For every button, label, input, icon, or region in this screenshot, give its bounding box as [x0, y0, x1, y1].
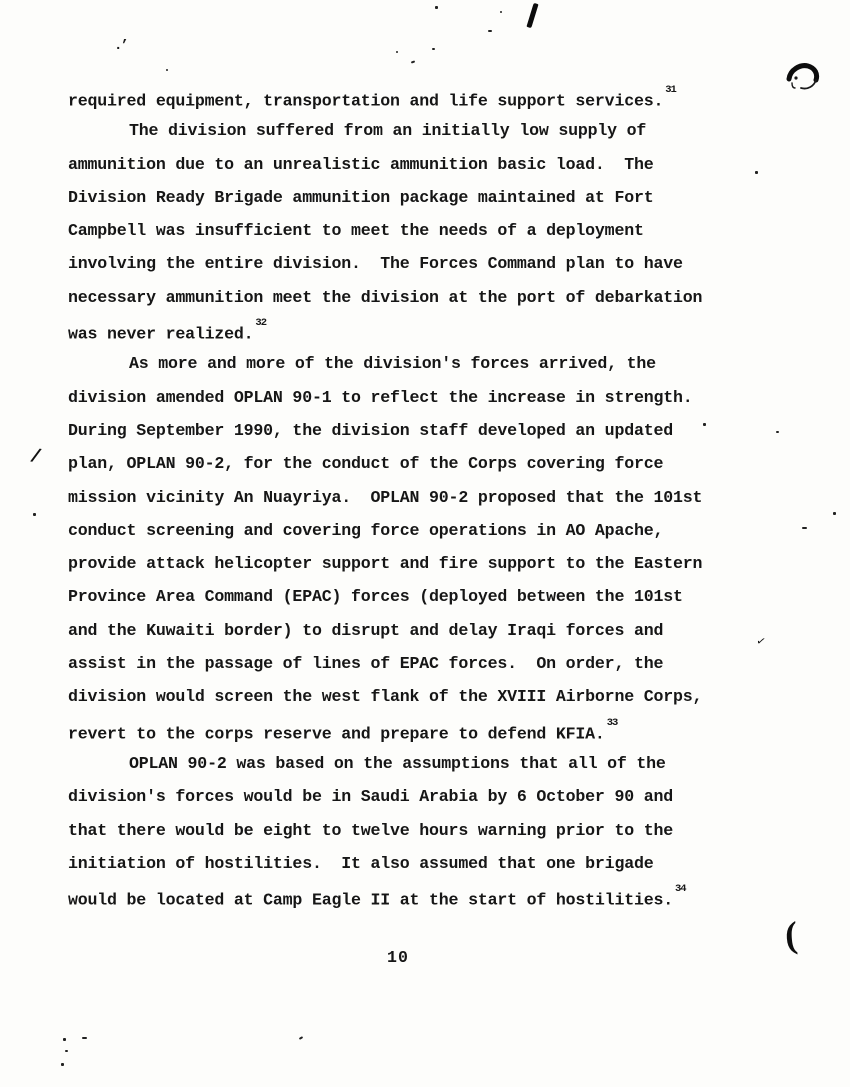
text-line-content: initiation of hostilities. It also assumed that one brigade: [68, 853, 654, 873]
text-line: [68, 880, 768, 913]
text-lines: [68, 81, 768, 913]
text-line-content: The division suffered from an initially low supply of: [129, 121, 647, 141]
text-line: [68, 347, 768, 380]
footnote-ref: 33: [606, 716, 618, 729]
ink-speck: [82, 1037, 87, 1039]
text-line: [68, 247, 768, 280]
left-slash-mark: /: [28, 445, 43, 469]
text-line: [68, 114, 768, 147]
text-line-content: that there would be eight to twelve hours warning prior to the: [68, 820, 673, 840]
ink-speck: [755, 171, 758, 174]
text-line-content: division amended OPLAN 90-1 to reflect the increase in strength.: [68, 387, 693, 407]
ink-speck: [299, 1036, 303, 1040]
ink-speck: [488, 30, 492, 32]
text-line: [68, 81, 768, 114]
ink-speck: [396, 51, 398, 53]
text-line: [68, 148, 768, 181]
text-line: [68, 714, 768, 747]
text-line-content: required equipment, transportation and life support services.: [68, 91, 664, 111]
text-line: [68, 580, 768, 613]
text-line-content: Province Area Command (EPAC) forces (deployed between the 101st: [68, 587, 683, 607]
text-line: [68, 447, 768, 480]
text-line-content: revert to the corps reserve and prepare to defend KFIA.: [68, 724, 605, 744]
ink-speck: [33, 513, 36, 516]
text-line-content: conduct screening and covering force operations in AO Apache,: [68, 520, 664, 540]
ink-speck: [435, 6, 438, 9]
ink-speck: [61, 1063, 64, 1066]
text-line: [68, 181, 768, 214]
page-number: 10: [387, 948, 409, 967]
ink-speck: [63, 1038, 66, 1041]
text-line: [68, 481, 768, 514]
text-line: [68, 281, 768, 314]
text-line: [68, 780, 768, 813]
text-line: [68, 214, 768, 247]
text-line-content: Campbell was insufficient to meet the needs of a deployment: [68, 221, 644, 241]
text-line: [68, 514, 768, 547]
text-line-content: involving the entire division. The Forces Command plan to have: [68, 254, 683, 274]
text-line-content: plan, OPLAN 90-2, for the conduct of the Corps covering force: [68, 454, 664, 474]
ink-speck: [432, 48, 435, 50]
ink-speck: [65, 1050, 68, 1052]
text-line-content: would be located at Camp Eagle II at the start of hostilities.: [68, 890, 673, 910]
text-line-content: ammunition due to an unrealistic ammunition basic load. The: [68, 154, 654, 174]
ink-speck: [833, 512, 836, 515]
text-line-content: provide attack helicopter support and fire support to the Eastern: [68, 554, 703, 574]
text-line-content: Division Ready Brigade ammunition package maintained at Fort: [68, 187, 654, 207]
text-line: [68, 381, 768, 414]
text-line-content: necessary ammunition meet the division at the port of debarkation: [68, 287, 703, 307]
text-line-content: As more and more of the division's forces arrived, the: [129, 354, 656, 374]
text-line-content: division's forces would be in Saudi Arabia by 6 October 90 and: [68, 787, 673, 807]
text-line-content: was never realized.: [68, 324, 254, 344]
text-line: [68, 647, 768, 680]
ink-speck: [500, 11, 502, 13]
text-line: [68, 547, 768, 580]
paren-mark: (: [783, 914, 799, 957]
text-line-content: During September 1990, the division staff developed an updated: [68, 420, 673, 440]
text-line-content: assist in the passage of lines of EPAC forces. On order, the: [68, 654, 664, 674]
text-line: [68, 314, 768, 347]
ink-speck: [802, 527, 807, 529]
text-line: [68, 814, 768, 847]
text-line-content: division would screen the west flank of the XVIII Airborne Corps,: [68, 687, 703, 707]
ink-speck: [166, 69, 168, 71]
text-line-content: OPLAN 90-2 was based on the assumptions that all of the: [129, 753, 666, 773]
text-line-content: mission vicinity An Nuayriya. OPLAN 90-2 proposed that the 101st: [68, 487, 703, 507]
text-line: [68, 747, 768, 780]
text-line: [68, 414, 768, 447]
footnote-ref: 31: [665, 84, 676, 96]
footnote-ref: 34: [675, 883, 686, 896]
text-line: [68, 614, 768, 650]
scribble-icon: [784, 62, 822, 105]
footnote-ref: 32: [255, 317, 267, 330]
pen-slash-mark: [526, 3, 538, 28]
dot-question-mark: .’: [114, 38, 127, 54]
text-line-content: and the Kuwaiti border) to disrupt and delay Iraqi forces and: [68, 620, 664, 640]
ink-speck: [411, 60, 415, 63]
text-line: [68, 680, 768, 713]
text-line: [68, 847, 768, 880]
ink-speck: [703, 423, 706, 426]
check-scribble-mark: ✓: [755, 633, 767, 650]
ink-speck: [776, 431, 779, 433]
